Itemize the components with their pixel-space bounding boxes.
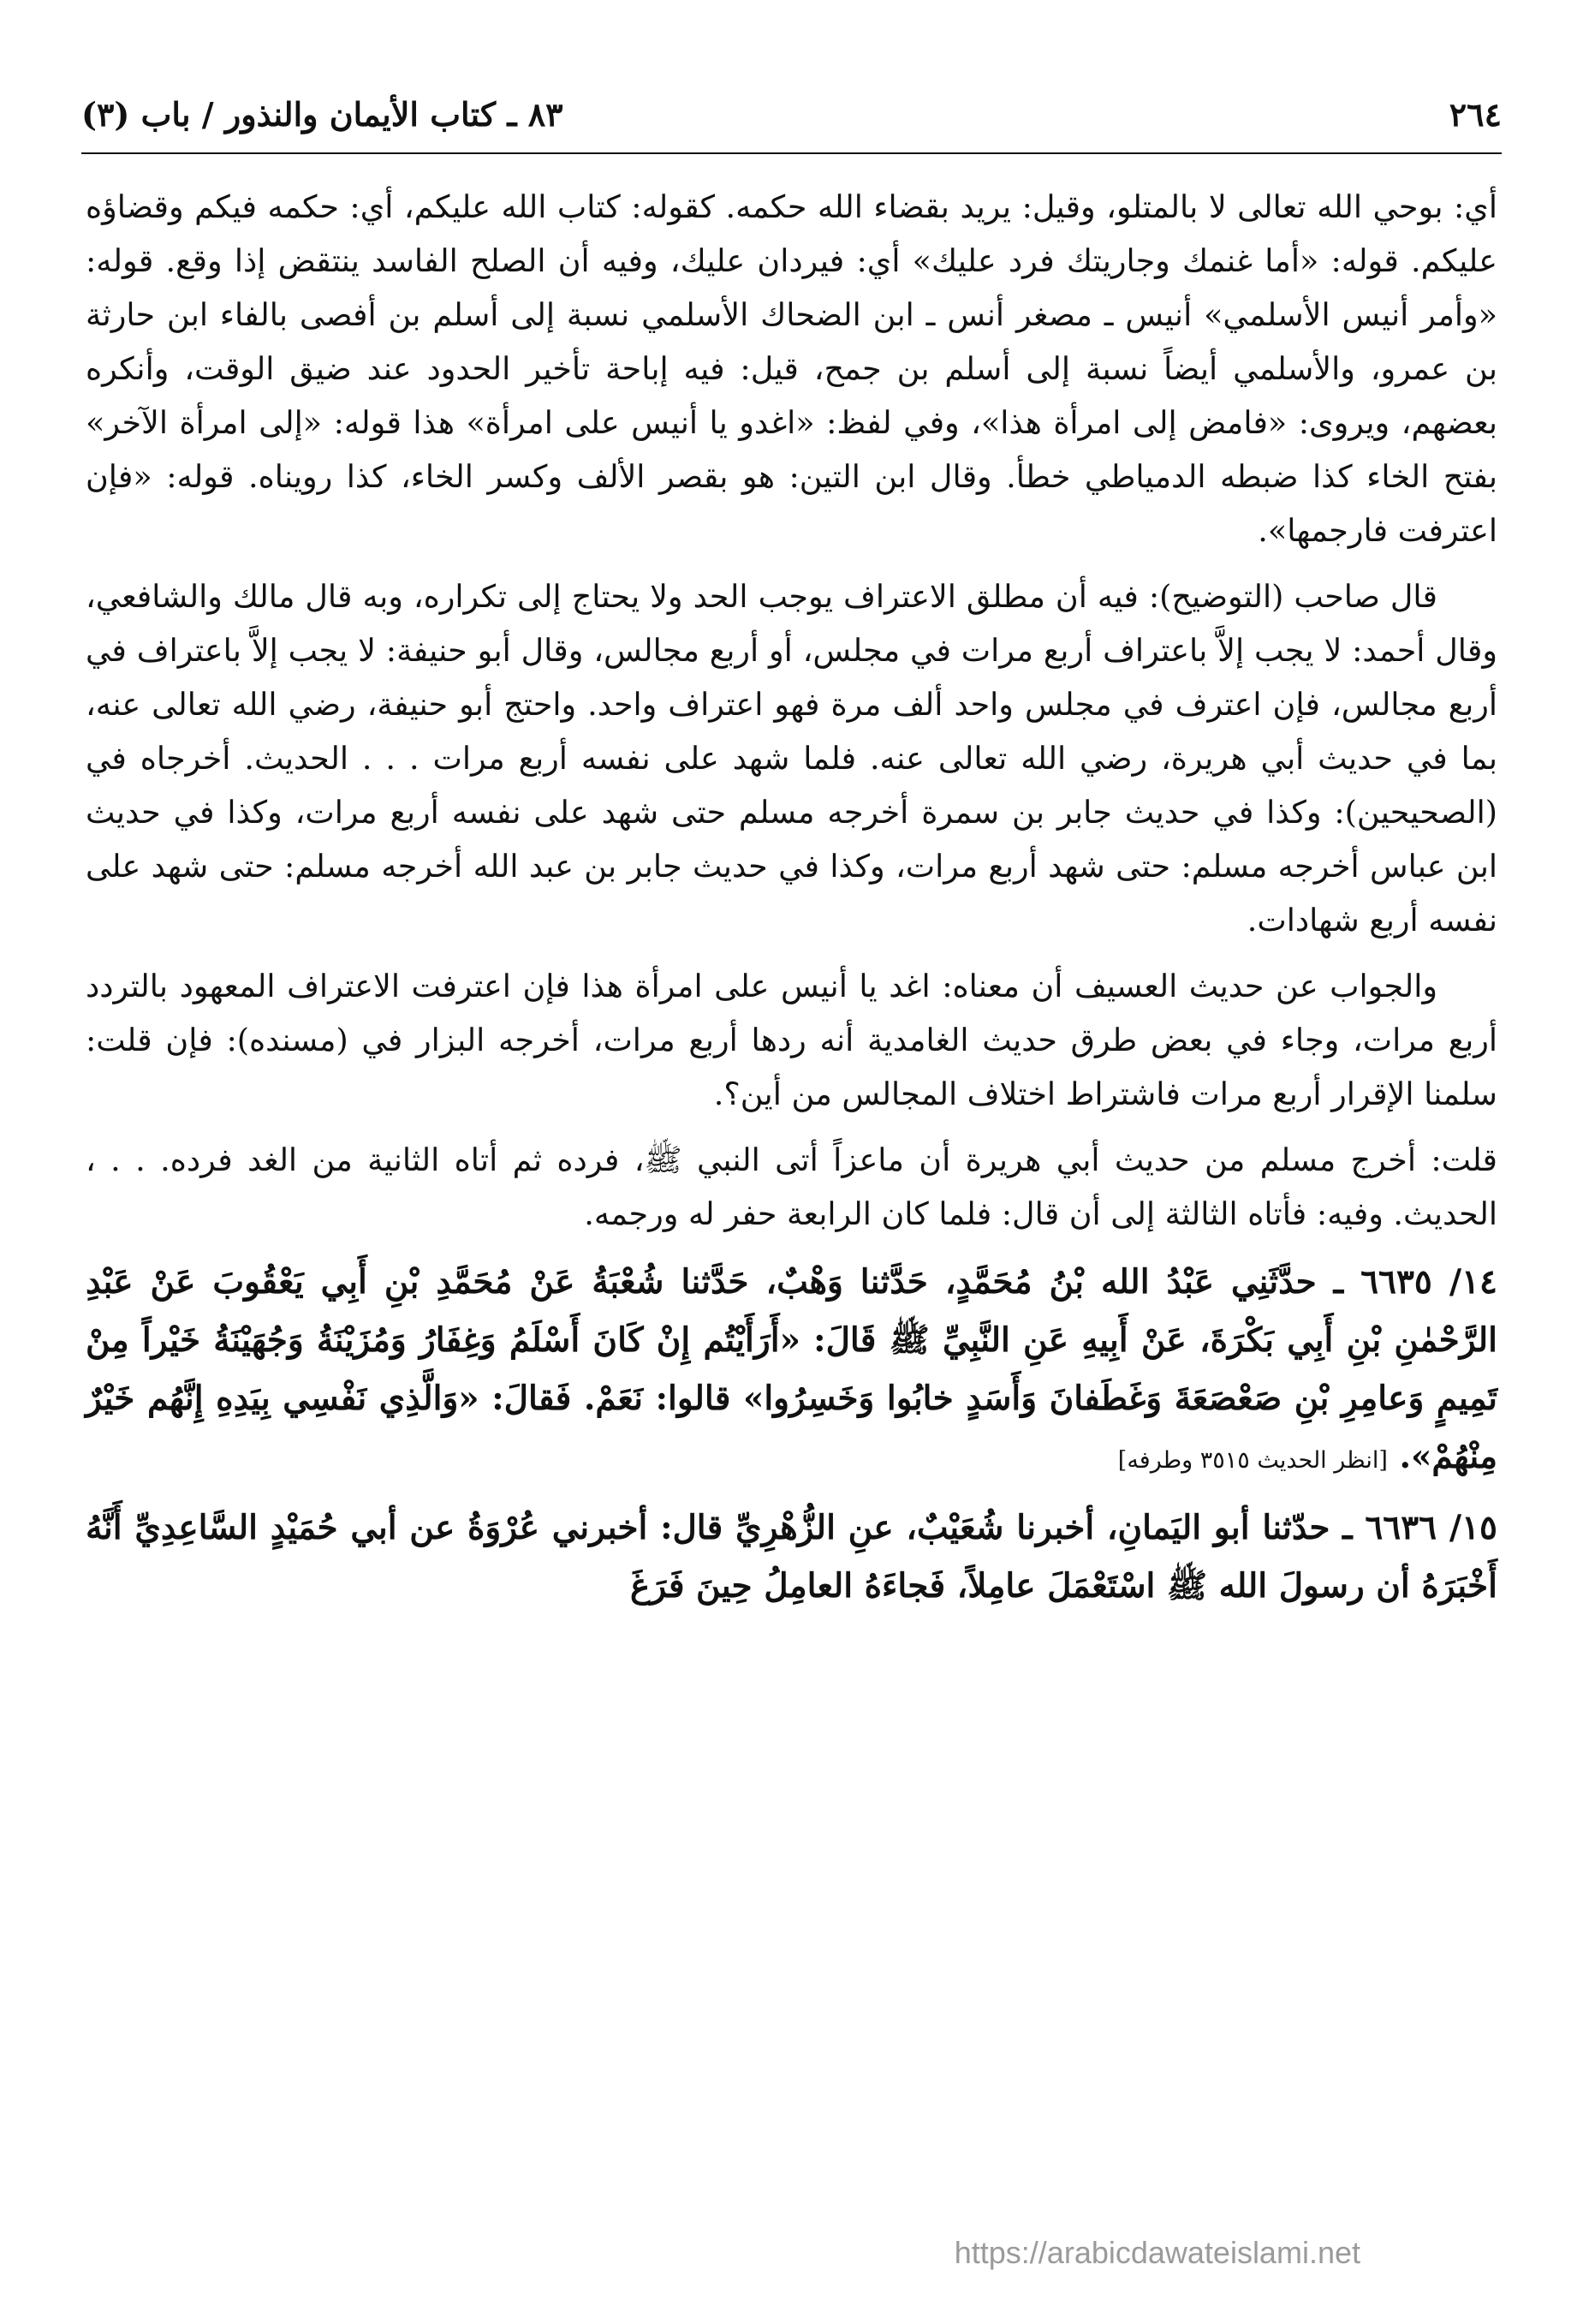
commentary-paragraph-1: أي: بوحي الله تعالى لا بالمتلو، وقيل: يريد بقضاء الله حكمه. كقوله: كتاب الله عليكم، أي: حكمه فيكم وقضاؤه عليكم. قوله: «أما غنمك وجاريتك فرد عليك» أي: فيردان عليك، وفيه أن الصلح الفاسد ينتقض إذا وقع. قوله: «وأمر أنيس الأسلمي» أنيس ـ مصغر أنس ـ ابن الضحاك الأسلمي نسبة إلى أسلم بن أفصى بالفاء ابن حارثة بن عمرو، والأسلمي أيضاً نسبة إلى أسلم بن جمح، قيل: فيه إباحة تأخير الحدود عند ضيق الوقت، وأنكره بعضهم، ويروى: «فامض إلى امرأة هذا»، وفي لفظ: «اغدو يا أنيس على امرأة» هذا قوله: «إلى امرأة الآخر» بفتح الخاء كذا ضبطه الدمياطي خطأ. وقال ابن التين: هو بقصر الألف وكسر الخاء، كذا رويناه. قوله: «فإن اعترفت فارجمها». <box>86 188 1497 549</box>
page-number: ٢٦٤ <box>1449 94 1502 134</box>
commentary-paragraph-2: قال صاحب (التوضيح): فيه أن مطلق الاعتراف يوجب الحد ولا يحتاج إلى تكراره، وبه قال مالك والشافعي، وقال أحمد: لا يجب إلاَّ باعتراف أربع مرات في مجلس، أو أربع مجالس، وقال أبو حنيفة: لا يجب إلاَّ باعتراف في أربع مجالس، فإن اعترف في مجلس واحد ألف مرة فهو اعتراف واحد. واحتج أبو حنيفة، رضي الله تعالى عنه، بما في حديث أبي هريرة، رضي الله تعالى عنه. فلما شهد على نفسه أربع مرات . . . الحديث. أخرجاه في (الصحيحين): وكذا في حديث جابر بن سمرة أخرجه مسلم حتى شهد على نفسه أربع مرات، وكذا في حديث ابن عباس أخرجه مسلم: حتى شهد أربع مرات، وكذا في حديث جابر بن عبد الله أخرجه مسلم: حتى شهد على نفسه أربع شهادات. <box>86 578 1497 939</box>
page-body <box>86 180 1497 1624</box>
chapter-title: ٨٣ ـ كتاب الأيمان والنذور / باب (٣) <box>81 94 563 134</box>
hadith-6635 <box>86 1253 1497 1490</box>
hadith-6635-text: ١٤/ ٦٦٣٥ ـ حدَّثَنِي عَبْدُ الله بْنُ مُحَمَّدٍ، حَدَّثنا وَهْبٌ، حَدَّثنا شُعْبَةُ عَنْ مُحَمَّدِ بْنِ أَبِي يَعْقُوبَ عَنْ عَبْدِ الرَّحْمٰنِ بْنِ أَبِي بَكْرَةَ، عَنْ أَبِيهِ عَنِ النَّبِيِّ ﷺ قَالَ: «أَرَأَيْتُم إِنْ كَانَ أَسْلَمُ وَغِفَارُ وَمُزَيْنَةُ وَجُهَيْنَةُ خَيْراً مِنْ تَمِيمٍ وَعامِرِ بْنِ صَعْصَعَةَ وَغَطَفانَ وَأَسَدٍ خابُوا وَخَسِرُوا» قالوا: نَعَمْ. فَقالَ: «وَالَّذِي نَفْسِي بِيَدِهِ إِنَّهُم خَيْرٌ مِنْهُمْ». <box>86 1262 1497 1476</box>
page-header <box>81 92 1502 135</box>
header-divider <box>81 152 1502 154</box>
commentary-paragraph-4: قلت: أخرج مسلم من حديث أبي هريرة أن ماعزاً أتى النبي ﷺ، فرده ثم أتاه الثانية من الغد فرده. . . ، الحديث. وفيه: فأتاه الثالثة إلى أن قال: فلما كان الرابعة حفر له ورجمه. <box>86 1141 1497 1232</box>
commentary-paragraph-3: والجواب عن حديث العسيف أن معناه: اغد يا أنيس على امرأة هذا فإن اعترفت الاعتراف المعهود بالتردد أربع مرات، وجاء في بعض طرق حديث الغامدية أنه ردها أربع مرات، أخرجه البزار في (مسنده): فإن قلت: سلمنا الإقرار أربع مرات فاشتراط اختلاف المجالس من أين؟. <box>86 968 1497 1112</box>
hadith-6636-text: ١٥/ ٦٦٣٦ ـ حدّثنا أبو اليَمانِ، أخبرنا شُعَيْبٌ، عنِ الزُّهْرِيِّ قال: أخبرني عُرْوَةُ عن أبي حُمَيْدٍ السَّاعِدِيِّ أَنَّهُ أَخْبَرَهُ أن رسولَ الله ﷺ اسْتَعْمَلَ عامِلاً، فَجاءَهُ العامِلُ حِينَ فَرَغَ <box>86 1508 1497 1606</box>
hadith-6636 <box>86 1499 1497 1615</box>
watermark-url: https://arabicdawateislami.net <box>954 2235 1360 2270</box>
hadith-6635-reference: [انظر الحديث ٣٥١٥ وطرفه] <box>1117 1447 1388 1474</box>
